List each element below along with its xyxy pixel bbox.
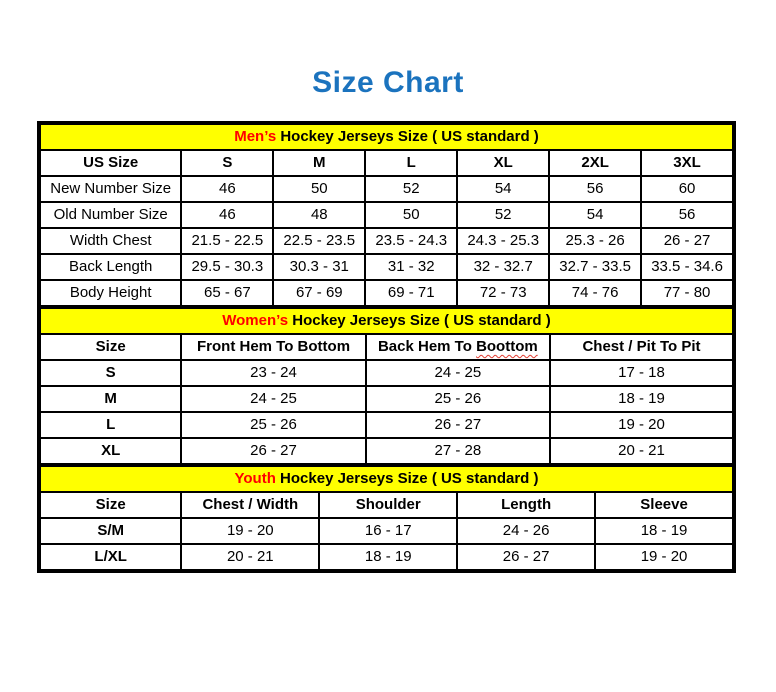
womens-band-row xyxy=(40,308,733,334)
youth-col-size: Size xyxy=(40,492,181,518)
cell-value: 56 xyxy=(549,176,641,202)
cell-value: 20 - 21 xyxy=(181,544,319,570)
womens-col-back-hem xyxy=(366,334,550,360)
cell-value: 24 - 25 xyxy=(366,360,550,386)
row-label: M xyxy=(40,386,181,412)
youth-band-row xyxy=(40,466,733,492)
cell-value: 67 - 69 xyxy=(273,280,365,306)
mens-col-3xl: 3XL xyxy=(641,150,733,176)
cell-value: 50 xyxy=(365,202,457,228)
row-label: Body Height xyxy=(40,280,181,306)
mens-section-highlight: Men’s xyxy=(234,127,277,145)
cell-value: 26 - 27 xyxy=(181,438,365,464)
row-label: Back Length xyxy=(40,254,181,280)
cell-value: 46 xyxy=(181,176,273,202)
cell-value: 32 - 32.7 xyxy=(457,254,549,280)
cell-value: 52 xyxy=(365,176,457,202)
table-row xyxy=(40,412,733,438)
mens-size-table xyxy=(39,123,734,307)
youth-section-highlight: Youth xyxy=(234,469,276,487)
youth-col-shoulder: Shoulder xyxy=(319,492,457,518)
cell-value: 26 - 27 xyxy=(457,544,595,570)
womens-size-table xyxy=(39,307,734,465)
womens-column-header-row xyxy=(40,334,733,360)
youth-col-sleeve: Sleeve xyxy=(595,492,733,518)
cell-value: 52 xyxy=(457,202,549,228)
mens-col-xl: XL xyxy=(457,150,549,176)
cell-value: 69 - 71 xyxy=(365,280,457,306)
cell-value: 33.5 - 34.6 xyxy=(641,254,733,280)
cell-value: 46 xyxy=(181,202,273,228)
table-row xyxy=(40,254,733,280)
table-row xyxy=(40,360,733,386)
cell-value: 60 xyxy=(641,176,733,202)
cell-value: 24 - 26 xyxy=(457,518,595,544)
table-row xyxy=(40,280,733,306)
youth-col-chest-width: Chest / Width xyxy=(181,492,319,518)
mens-col-l: L xyxy=(365,150,457,176)
table-row xyxy=(40,438,733,464)
womens-section-header xyxy=(40,308,733,334)
cell-value: 23 - 24 xyxy=(181,360,365,386)
cell-value: 31 - 32 xyxy=(365,254,457,280)
cell-value: 26 - 27 xyxy=(366,412,550,438)
youth-col-length: Length xyxy=(457,492,595,518)
cell-value: 25 - 26 xyxy=(181,412,365,438)
cell-value: 17 - 18 xyxy=(550,360,733,386)
row-label: L xyxy=(40,412,181,438)
mens-col-us-size: US Size xyxy=(40,150,181,176)
cell-value: 20 - 21 xyxy=(550,438,733,464)
row-label: Old Number Size xyxy=(40,202,181,228)
womens-col-chest: Chest / Pit To Pit xyxy=(550,334,733,360)
table-row xyxy=(40,202,733,228)
row-label: XL xyxy=(40,438,181,464)
cell-value: 65 - 67 xyxy=(181,280,273,306)
cell-value: 18 - 19 xyxy=(595,518,733,544)
cell-value: 48 xyxy=(273,202,365,228)
cell-value: 26 - 27 xyxy=(641,228,733,254)
cell-value: 50 xyxy=(273,176,365,202)
cell-value: 19 - 20 xyxy=(595,544,733,570)
row-label: S/M xyxy=(40,518,181,544)
womens-col-front-hem: Front Hem To Bottom xyxy=(181,334,365,360)
cell-value: 16 - 17 xyxy=(319,518,457,544)
mens-col-m: M xyxy=(273,150,365,176)
cell-value: 54 xyxy=(457,176,549,202)
mens-band-row xyxy=(40,124,733,150)
table-row xyxy=(40,176,733,202)
cell-value: 25 - 26 xyxy=(366,386,550,412)
cell-value: 24.3 - 25.3 xyxy=(457,228,549,254)
row-label: New Number Size xyxy=(40,176,181,202)
mens-col-s: S xyxy=(181,150,273,176)
misspelled-word-squiggle: Boottom xyxy=(476,337,538,355)
back-hem-prefix: Back Hem To xyxy=(377,337,477,355)
womens-section-rest: Hockey Jerseys Size ( US standard ) xyxy=(288,311,551,329)
cell-value: 56 xyxy=(641,202,733,228)
table-row xyxy=(40,386,733,412)
cell-value: 77 - 80 xyxy=(641,280,733,306)
row-label: S xyxy=(40,360,181,386)
mens-section-header xyxy=(40,124,733,150)
row-label: Width Chest xyxy=(40,228,181,254)
row-label: L/XL xyxy=(40,544,181,570)
size-chart-container xyxy=(37,121,736,573)
mens-section-rest: Hockey Jerseys Size ( US standard ) xyxy=(276,127,539,145)
table-row xyxy=(40,544,733,570)
cell-value: 29.5 - 30.3 xyxy=(181,254,273,280)
cell-value: 54 xyxy=(549,202,641,228)
cell-value: 72 - 73 xyxy=(457,280,549,306)
cell-value: 22.5 - 23.5 xyxy=(273,228,365,254)
youth-column-header-row xyxy=(40,492,733,518)
cell-value: 74 - 76 xyxy=(549,280,641,306)
mens-col-2xl: 2XL xyxy=(549,150,641,176)
cell-value: 25.3 - 26 xyxy=(549,228,641,254)
cell-value: 32.7 - 33.5 xyxy=(549,254,641,280)
womens-section-highlight: Women’s xyxy=(222,311,289,329)
youth-section-rest: Hockey Jerseys Size ( US standard ) xyxy=(275,469,539,487)
table-row xyxy=(40,228,733,254)
mens-column-header-row xyxy=(40,150,733,176)
youth-section-header xyxy=(40,466,733,492)
cell-value: 18 - 19 xyxy=(319,544,457,570)
youth-size-table xyxy=(39,465,734,571)
cell-value: 30.3 - 31 xyxy=(273,254,365,280)
cell-value: 19 - 20 xyxy=(550,412,733,438)
cell-value: 27 - 28 xyxy=(366,438,550,464)
cell-value: 21.5 - 22.5 xyxy=(181,228,273,254)
womens-col-size: Size xyxy=(40,334,181,360)
table-row xyxy=(40,518,733,544)
cell-value: 18 - 19 xyxy=(550,386,733,412)
cell-value: 23.5 - 24.3 xyxy=(365,228,457,254)
page-title: Size Chart xyxy=(312,66,464,99)
cell-value: 24 - 25 xyxy=(181,386,365,412)
cell-value: 19 - 20 xyxy=(181,518,319,544)
